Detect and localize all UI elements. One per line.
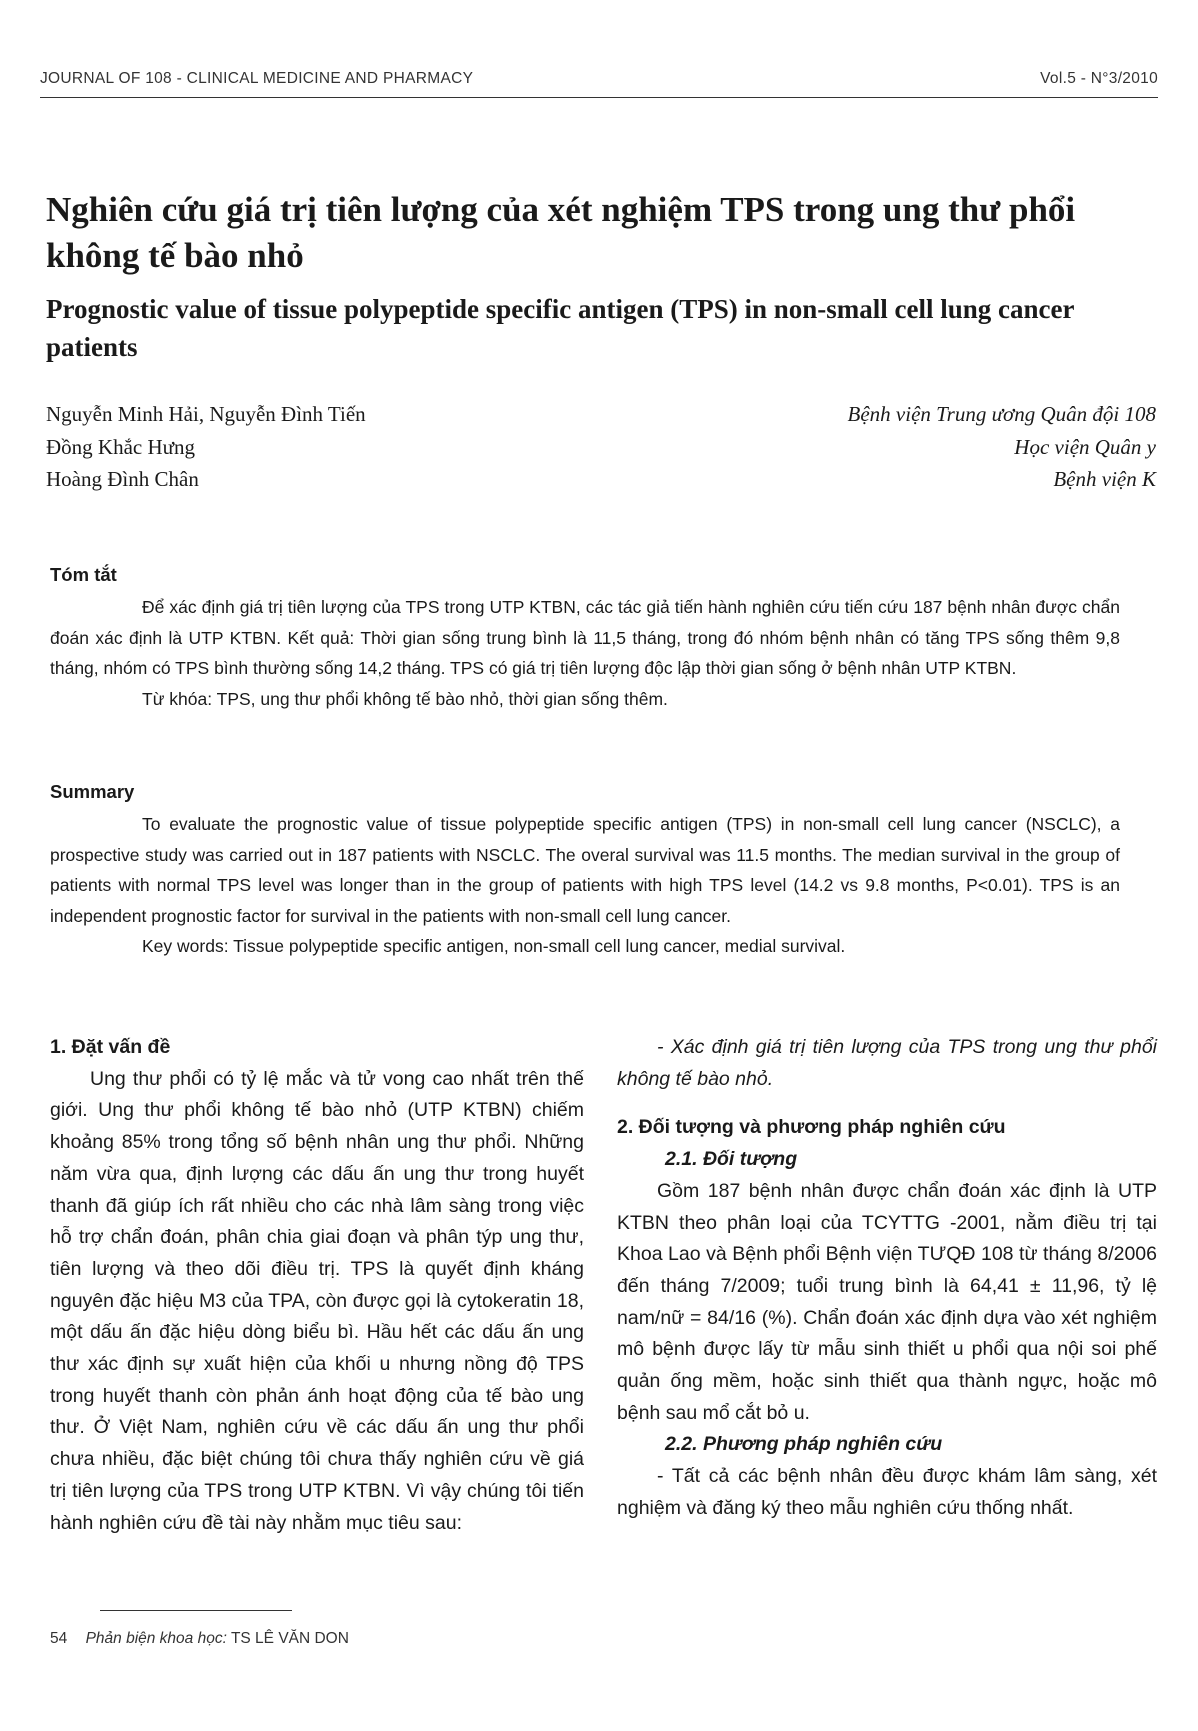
section1-heading: 1. Đặt vấn đề: [50, 1036, 171, 1058]
author-affiliation: Bệnh viện K: [1053, 467, 1156, 491]
author-row: [46, 431, 1156, 464]
author-name: Đồng Khắc Hưng: [46, 434, 196, 459]
author-name: Hoàng Đình Chân: [46, 467, 199, 491]
section1-body: Ung thư phổi có tỷ lệ mắc và tử vong cao nhất trên thế giới. Ung thư phổi không tế bào nhỏ (UTP KTBN) chiếm khoảng 85% trong tổng số bệnh nhân ung thư phổi. Những năm vừa qua, định lượng các dấu ấn ung thư trong huyết thanh đã giúp ích rất nhiều cho các nhà lâm sàng trong việc hỗ trợ chẩn đoán, phân chia giai đoạn và phân týp ung thư, tiên lượng và theo dõi điều trị. TPS là quyết định kháng nguyên đặc hiệu M3 của TPA, còn được gọi là cytokeratin 18, một dấu ấn đặc hiệu dòng biểu bì. Hầu hết các dấu ấn ung thư xác định sự xuất hiện của khối u nhưng nồng độ TPS trong huyết thanh còn phản ánh hoạt động của tế bào ung thư. Ở Việt Nam, nghiên cứu về các dấu ấn ung thư phổi chưa nhiều, đặc biệt chúng tôi chưa thấy nghiên cứu về giá trị tiên lượng của TPS trong UTP KTBN. Vì vậy chúng tôi tiến hành nghiên cứu đề tài này nhằm mục tiêu sau:: [50, 1067, 584, 1534]
title-vietnamese: Nghiên cứu giá trị tiên lượng của xét nghiệm TPS trong ung thư phổi không tế bào nhỏ: [46, 190, 1076, 275]
section2-1-heading: 2.1. Đối tượng: [665, 1148, 798, 1171]
abstract-vi-body: Để xác định giá trị tiên lượng của TPS trong UTP KTBN, các tác giả tiến hành nghiên cứu tiến cứu 187 bệnh nhân được chẩn đoán xác định là UTP KTBN. Kết quả: Thời gian sống trung bình là 11,5 tháng, trong đó nhóm bệnh nhân có tăng TPS sống thêm 9,8 tháng, nhóm có TPS bình thường sống 14,2 tháng. TPS có giá trị tiên lượng độc lập thời gian sống ở bệnh nhân UTP KTBN.: [50, 597, 1120, 678]
footnote-rule: [100, 1610, 292, 1611]
author-affiliation: Học viện Quân y: [1014, 434, 1156, 459]
abstract-vi-heading: Tóm tắt: [50, 564, 117, 585]
section1-objective: - Xác định giá trị tiên lượng của TPS trong ung thư phổi không tế bào nhỏ.: [617, 1036, 1157, 1090]
title-english: Prognostic value of tissue polypeptide specific antigen (TPS) in non-small cell lung cancer patients: [46, 294, 1075, 362]
author-affiliation: Bệnh viện Trung ương Quân đội 108: [847, 402, 1156, 426]
abstract-en-body: To evaluate the prognostic value of tissue polypeptide specific antigen (TPS) in non-small cell lung cancer (NSCLC), a prospective study was carried out in 187 patients with NSCLC. The overal survival was 11.5 months. The median survival in the group of patients with normal TPS level was longer than in the group of patients with high TPS level (14.2 vs 9.8 months, P<0.01). TPS is an independent prognostic factor for survival in the patients with non-small cell lung cancer.: [50, 814, 1120, 926]
authors-block: [46, 398, 1156, 496]
section2-2-heading: 2.2. Phương pháp nghiên cứu: [665, 1433, 943, 1456]
page-number: 54: [50, 1630, 68, 1647]
author-row: [46, 463, 1156, 496]
page-footer: [50, 1630, 349, 1648]
reviewer-label: Phản biện khoa học:: [85, 1630, 227, 1647]
abstract-en-heading: Summary: [50, 781, 135, 802]
section2-2-body: - Tất cả các bệnh nhân đều được khám lâm sàng, xét nghiệm và đăng ký theo mẫu nghiên cứu thống nhất.: [617, 1465, 1157, 1519]
reviewer-name: TS LÊ VĂN DON: [230, 1630, 349, 1647]
abstract-en-keywords: Key words: Tissue polypeptide specific antigen, non-small cell lung cancer, medial survival.: [142, 936, 846, 956]
running-header: [40, 70, 1158, 88]
section2-1-body: Gồm 187 bệnh nhân được chẩn đoán xác định là UTP KTBN theo phân loại của TCYTTG -2001, nằm điều trị tại Khoa Lao và Bệnh phổi Bệnh viện TƯQĐ 108 từ tháng 8/2006 đến tháng 7/2009; tuổi trung bình là 64,41 ± 11,96, tỷ lệ nam/nữ = 84/16 (%). Chẩn đoán xác định dựa vào xét nghiệm mô bệnh được lấy từ mẫu sinh thiết u phổi qua nội soi phế quản ống mềm, hoặc sinh thiết qua thành ngực, hoặc mô bệnh sau mổ cắt bỏ u.: [617, 1179, 1157, 1424]
abstract-vi-keywords: Từ khóa: TPS, ung thư phổi không tế bào nhỏ, thời gian sống thêm.: [142, 688, 668, 709]
author-name: Nguyễn Minh Hải, Nguyễn Đình Tiến: [46, 402, 366, 426]
abstract-vi: [50, 592, 1120, 714]
abstract-en: [50, 809, 1120, 962]
left-column: [50, 1032, 584, 1539]
journal-name: JOURNAL OF 108 - CLINICAL MEDICINE AND PHARMACY: [40, 70, 474, 87]
right-column: [617, 1032, 1157, 1525]
author-row: [46, 398, 1156, 431]
section2-heading: 2. Đối tượng và phương pháp nghiên cứu: [617, 1116, 1006, 1139]
header-rule: [40, 97, 1158, 98]
issue-number: Vol.5 - N°3/2010: [1040, 70, 1158, 87]
